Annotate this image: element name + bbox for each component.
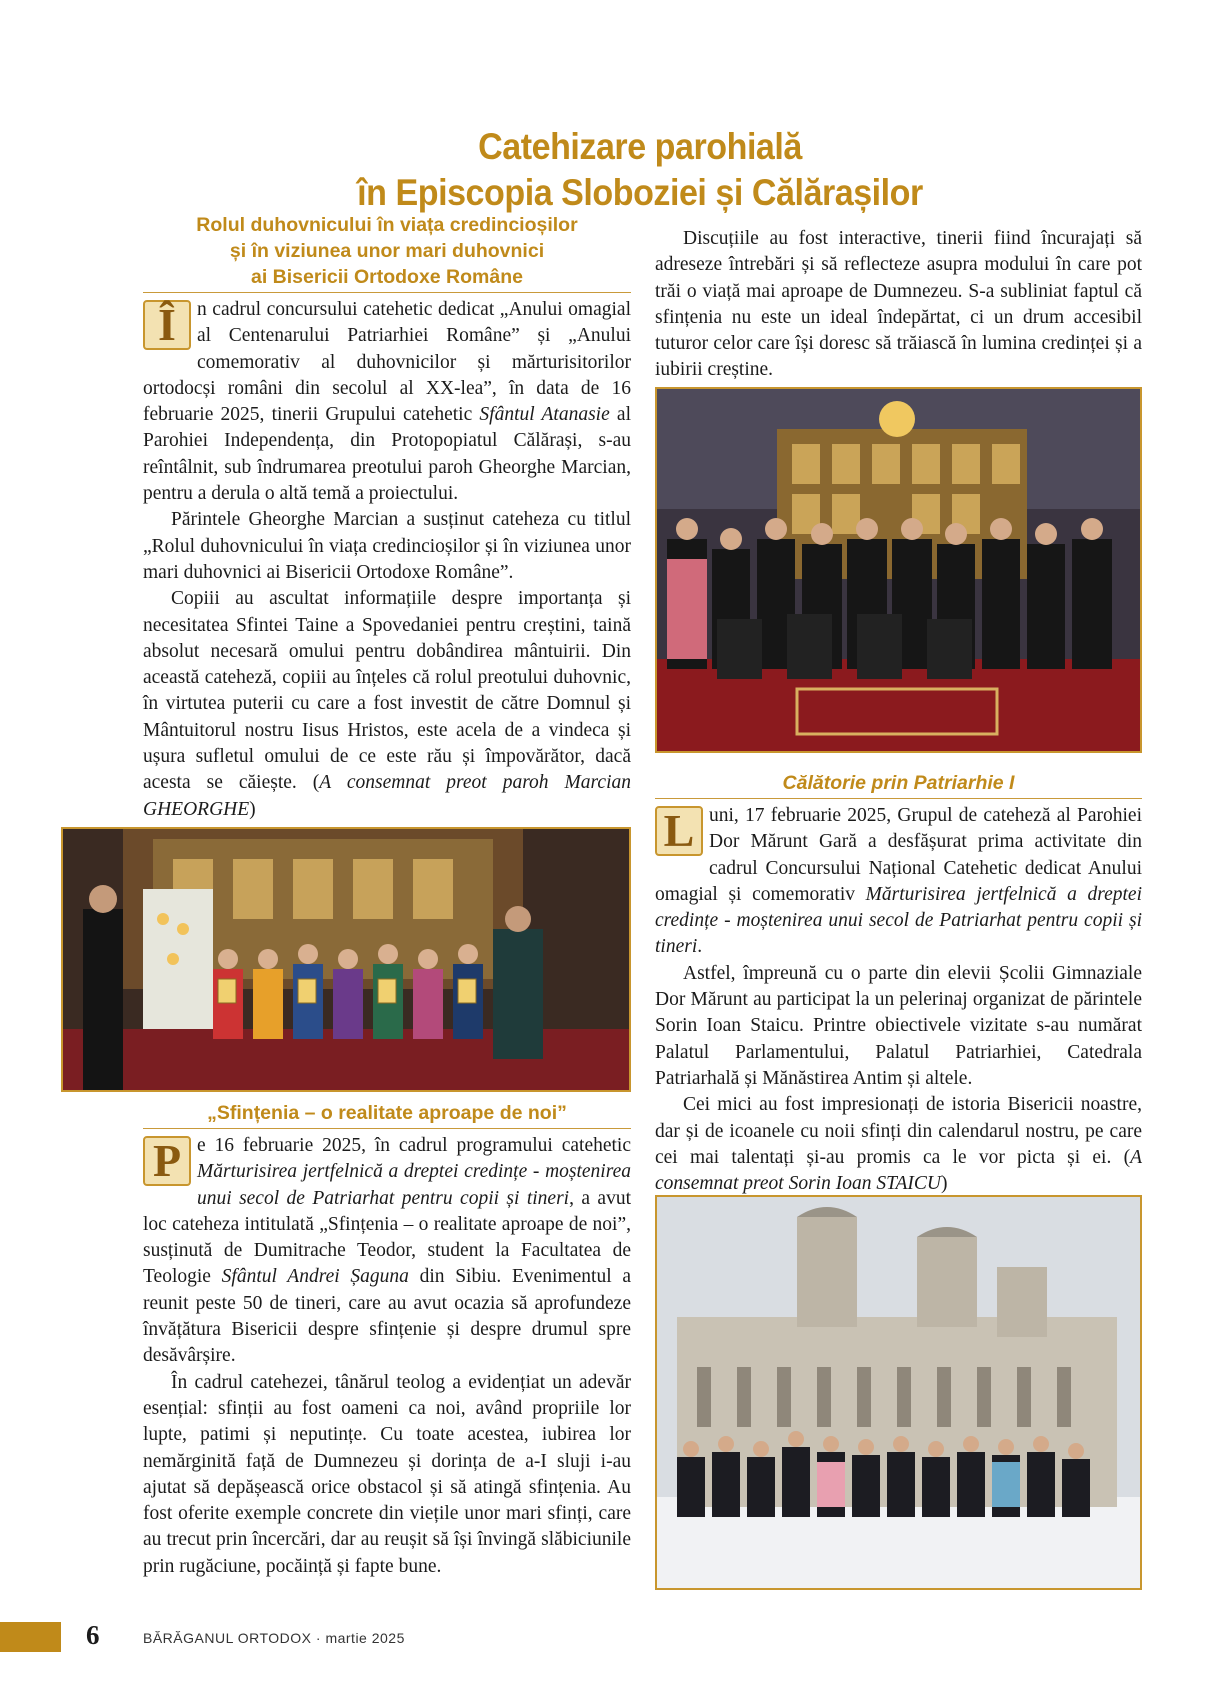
paragraph: Copiii au ascultat informațiile despre importanța și necesitatea Sfintei Taine a Spovedaniei pentru creștini, taină absolut necesară omului pentru dobândirea mântuirii. Din această cateheză, copiii au înțeles că rolul preotului duhovnic, în virtutea puterii cu care a fost investit de către Domnul și Mântuitorul nostru Iisus Hristos, este acela de a vindeca și ușura sufletul omului de ce este rău și împovărător, dacă acesta se căiește. (A consemnat preot paroh Marcian GHEORGHE) — [143, 588, 631, 820]
drop-cap: L — [655, 806, 703, 856]
drop-cap: Î — [143, 300, 191, 350]
heading-line: Rolul duhovnicului în viața credincioșilor — [196, 214, 578, 236]
paragraph: Părintele Gheorghe Marcian a susținut cateheza cu titlul „Rolul duhovnicului în viața credincioșilor și în viziunea unor mari duhovnici ai Bisericii Ortodoxe Române”. — [143, 509, 631, 583]
article-title-line2: în Episcopia Sloboziei și Călărașilor — [357, 172, 923, 213]
section-heading-duhovnic — [143, 212, 631, 293]
photo-youth-group-image — [657, 389, 1140, 751]
paragraph: L uni, 17 februarie 2025, Grupul de cateheză al Parohiei Dor Mărunt Gară a desfășurat prima activitate din cadrul Concursului Național Catehetic dedicat Anului omagial și comemorativ Mărturisirea jertfelnică a dreptei credințe - moștenirea unui secol de Patriarhat pentru copii și tineri. — [655, 805, 1143, 958]
heading-line: ai Bisericii Ortodoxe Române — [250, 266, 523, 288]
paragraph: În cadrul catehezei, tânărul teolog a evidențiat un adevăr esențial: sfinții au fost oameni ca noi, având propriile lor lupte, patimi și neputințe. Cu toate acestea, iubirea lor nemărginită față de Dumnezeu și dorința de a-I sluji i-au ajutat să depășească orice obstacol și să atingă sfințenia. Au fost oferite exemple concrete din viețile unor mari sfinți, care au trecut prin încercări, dar au reușit să își învingă slăbiciunile prin rugăciune, pocăință și fapte bune. — [143, 1371, 631, 1577]
photo-youth-group-church — [655, 387, 1142, 753]
section-duhovnic — [143, 212, 631, 823]
section-calatorie — [655, 770, 1142, 1197]
paragraph: Astfel, împreună cu o parte din elevii Școlii Gimnaziale Dor Mărunt au participat la un pelerinaj organizat de părintele Sorin Ioan Staicu. Printre obiectivele vizitate s-au numărat Palatul Parlamentului, Palatul Patriarhiei, Catedrala Patriarhală și Mănăstirea Antim și altele. — [655, 962, 1142, 1089]
paragraph: Cei mici au fost impresionați de istoria Bisericii noastre, dar și de icoanele cu noii sfinți din calendarul nostru, pe care cei mai talentați și-au promis ca le vor picta și ei. (A consemnat preot Sorin Ioan STAICU) — [655, 1094, 1142, 1195]
section-discutii — [655, 226, 1142, 384]
heading-line: și în viziunea unor mari duhovnici — [229, 240, 545, 262]
section-heading-calatorie: Călătorie prin Patriarhie I — [655, 770, 1142, 799]
section-heading-sfintenia: „Sfințenia – o realitate aproape de noi” — [143, 1100, 631, 1129]
page-number: 6 — [86, 1620, 100, 1650]
photo-cathedral-image — [657, 1197, 1140, 1588]
drop-cap: P — [143, 1136, 191, 1186]
paragraph: P e 16 februarie 2025, în cadrul programului catehetic Mărturisirea jertfelnică a dreptei credințe - moștenirea unui secol de Patriarhat pentru copii și tineri, a avut loc cateheza intitulată „Sfințenia – o realitate aproape de noi”, susținută de Dumitrache Teodor, student la Facultatea de Teologie Sfântul Andrei Șaguna din Sibiu. Evenimentul a reunit peste 50 de tineri, care au avut ocazia să aprofundeze învățătura Bisericii despre sfințenie și despre drumul spre desăvârșire. — [143, 1135, 631, 1367]
photo-children-icons — [61, 827, 631, 1092]
photo-church-interior-image — [63, 829, 629, 1090]
paragraph: Î n cadrul concursului catehetic dedicat „Anului omagial al Centenarului Patriarhiei Române” și „Anului comemorativ al duhovnicilor și mărturisitorilor ortodocși români din secolul al XX-lea”, în data de 16 februarie 2025, tinerii Grupului catehetic Sfântul Atanasie al Parohiei Independența, din Protopopiatul Călărași, s-au reîntâlnit, sub îndrumarea preotului paroh Gheorghe Marcian, pentru a derula o altă temă a proiectului. — [143, 299, 631, 505]
section-sfintenia — [143, 1100, 631, 1580]
paragraph: Discuțiile au fost interactive, tinerii fiind încurajați să adreseze întrebări și să reflecteze asupra modului în care pot trăi o viață mai aproape de Dumnezeu. S-a subliniat faptul că sfințenia nu este un ideal îndepărtat, ci un drum accesibil tuturor celor care își doresc să trăiască în lumina credinței și a iubirii creștine. — [655, 228, 1142, 381]
article-title — [180, 124, 1100, 216]
footer-accent-bar — [0, 1622, 61, 1652]
publication-name: BĂRĂGANUL ORTODOX · martie 2025 — [143, 1630, 405, 1646]
photo-cathedral-snow — [655, 1195, 1142, 1590]
article-title-line1: Catehizare parohială — [478, 126, 802, 167]
